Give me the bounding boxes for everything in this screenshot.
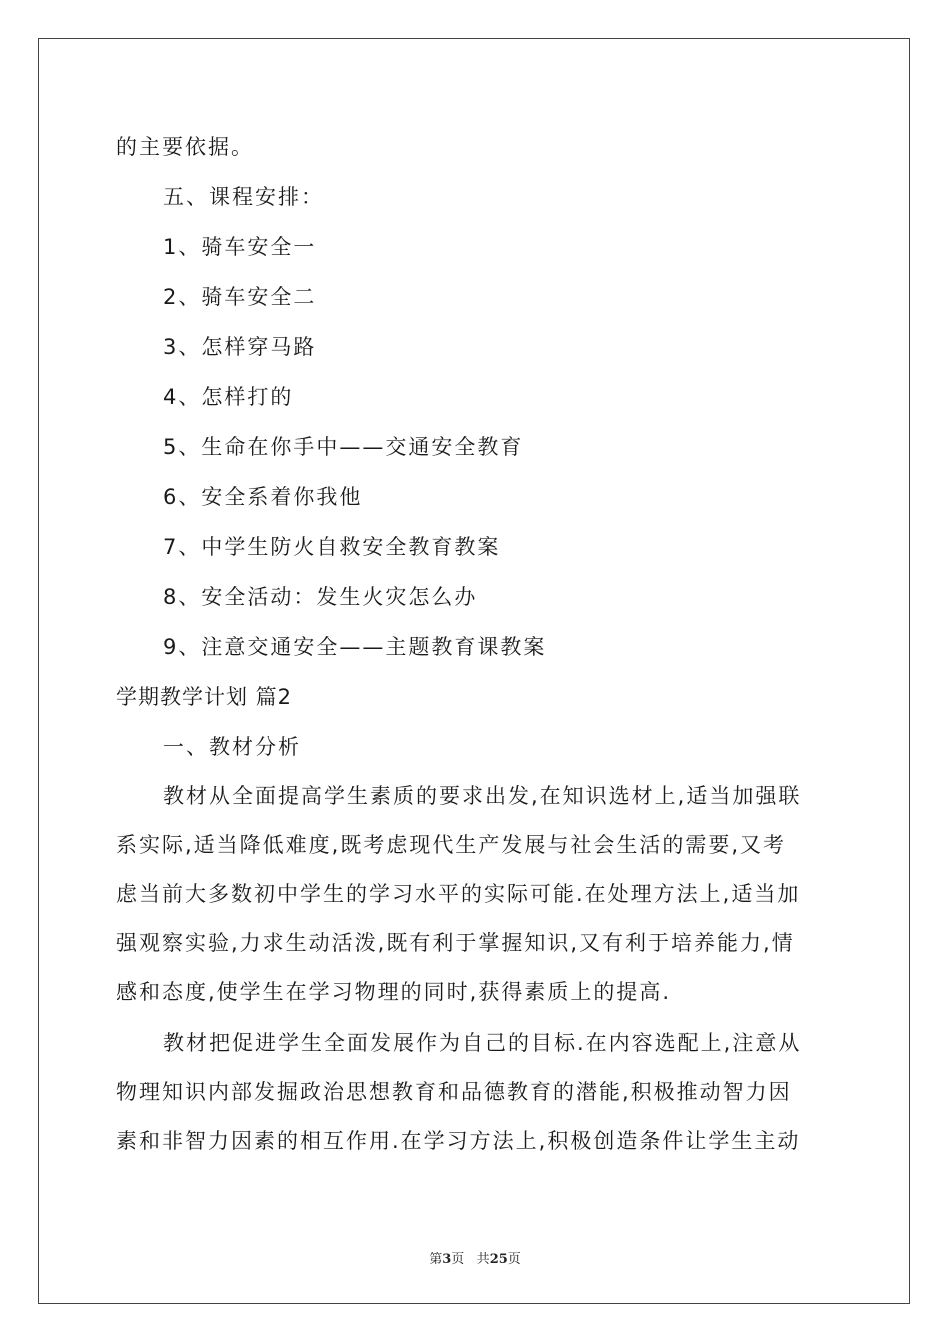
subheading: 一、教材分析 bbox=[163, 735, 301, 759]
paragraph-line: 素和非智力因素的相互作用.在学习方法上,积极创造条件让学生主动 bbox=[116, 1129, 801, 1153]
page-prefix: 第 bbox=[429, 1252, 443, 1267]
text-line: 的主要依据。 bbox=[116, 135, 254, 159]
page-total: 25 bbox=[489, 1252, 508, 1267]
total-prefix: 共 bbox=[476, 1252, 490, 1267]
list-item: 6、安全系着你我他 bbox=[163, 485, 363, 509]
paragraph-line: 物理知识内部发掘政治思想教育和品德教育的潜能,积极推动智力因 bbox=[116, 1080, 792, 1104]
list-item: 2、骑车安全二 bbox=[163, 285, 317, 309]
list-item: 7、中学生防火自救安全教育教案 bbox=[163, 535, 501, 559]
total-suffix: 页 bbox=[507, 1252, 521, 1267]
section-title: 学期教学计划 篇2 bbox=[116, 685, 293, 709]
list-item: 1、骑车安全一 bbox=[163, 235, 317, 259]
list-item: 4、怎样打的 bbox=[163, 385, 294, 409]
paragraph-line: 强观察实验,力求生动活泼,既有利于掌握知识,又有利于培养能力,情 bbox=[116, 931, 795, 955]
list-item: 3、怎样穿马路 bbox=[163, 335, 317, 359]
section-heading-schedule: 五、课程安排： bbox=[163, 185, 324, 209]
paragraph bbox=[116, 772, 838, 1017]
paragraph-line: 教材把促进学生全面发展作为自己的目标.在内容选配上,注意从 bbox=[163, 1031, 802, 1055]
page-footer bbox=[0, 1248, 950, 1267]
list-item: 8、安全活动：发生火灾怎么办 bbox=[163, 585, 478, 609]
list-item: 9、注意交通安全——主题教育课教案 bbox=[163, 635, 547, 659]
paragraph bbox=[116, 1019, 838, 1166]
document-body bbox=[116, 122, 838, 1166]
paragraph-line: 虑当前大多数初中学生的学习水平的实际可能.在处理方法上,适当加 bbox=[116, 882, 801, 906]
paragraph-line: 系实际,适当降低难度,既考虑现代生产发展与社会生活的需要,又考 bbox=[116, 833, 787, 857]
page-suffix: 页 bbox=[451, 1252, 465, 1267]
list-item: 5、生命在你手中——交通安全教育 bbox=[163, 435, 524, 459]
paragraph-line: 感和态度,使学生在学习物理的同时,获得素质上的提高. bbox=[116, 980, 672, 1004]
paragraph-line: 教材从全面提高学生素质的要求出发,在知识选材上,适当加强联 bbox=[163, 784, 802, 808]
page-current: 3 bbox=[442, 1252, 452, 1267]
